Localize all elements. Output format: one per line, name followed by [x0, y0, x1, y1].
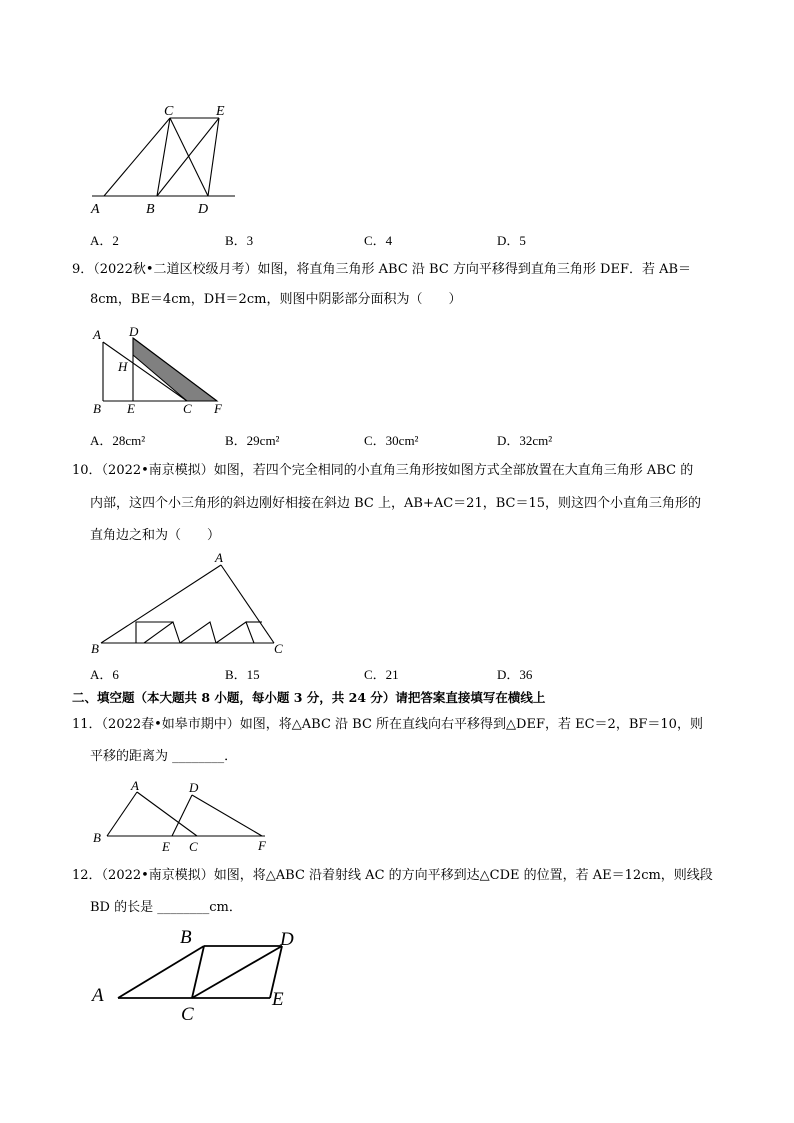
fig12-label-a: A	[92, 985, 104, 1006]
section-2-title: 二、填空题（本大题共 8 小题，每小题 3 分，共 24 分）请把答案直接填写在横线上	[72, 690, 546, 705]
fig11-label-a: A	[131, 778, 139, 793]
fig11-label-c: C	[189, 839, 198, 854]
fig9-label-d: D	[129, 324, 139, 339]
q8-option-b[interactable]: B．3	[225, 233, 254, 248]
q9-option-c[interactable]: C．30cm²	[364, 433, 419, 448]
q11-text-line2: 平移的距离为 ________．	[90, 749, 238, 764]
q10-option-c[interactable]: C．21	[364, 667, 399, 682]
q10-option-a[interactable]: A．6	[90, 667, 119, 682]
q9-text-line2: 8cm，BE＝4cm，DH＝2cm，则图中阴影部分面积为（ ）	[90, 292, 462, 307]
q10-option-b[interactable]: B．15	[225, 667, 260, 682]
fig8-label-a: A	[91, 202, 100, 217]
q9-option-b[interactable]: B．29cm²	[225, 433, 280, 448]
fig9-label-c: C	[183, 401, 192, 416]
fig9-label-b: B	[93, 401, 101, 416]
q10-text-line1: 10．（2022•南京模拟）如图，若四个完全相同的小直角三角形按如图方式全部放置在大直角三角形 ABC 的	[72, 463, 694, 478]
q10-text-line3: 直角边之和为（ ）	[90, 528, 221, 543]
fig11-label-f: F	[258, 838, 266, 853]
fig9-label-e: E	[127, 401, 135, 416]
fig9-label-f: F	[214, 401, 222, 416]
fig12-label-b: B	[180, 927, 192, 948]
q8-option-d[interactable]: D．5	[497, 233, 526, 248]
fig8-label-c: C	[164, 104, 174, 119]
fig10-label-a: A	[215, 550, 223, 565]
q10-option-d[interactable]: D．36	[497, 667, 533, 682]
fig11-label-b: B	[93, 830, 101, 845]
fig8-label-e: E	[216, 104, 225, 119]
fig9-label-a: A	[93, 327, 101, 342]
fig11-label-e: E	[162, 839, 170, 854]
fig8-label-d: D	[198, 202, 209, 217]
q9-option-d[interactable]: D．32cm²	[497, 433, 553, 448]
q8-option-a[interactable]: A．2	[90, 233, 119, 248]
q12-text-line1: 12．（2022•南京模拟）如图，将△ABC 沿着射线 AC 的方向平移到达△CDE 的位置，若 AE＝12cm，则线段	[72, 868, 713, 883]
q8-option-c[interactable]: C．4	[364, 233, 393, 248]
fig8-label-b: B	[146, 202, 155, 217]
fig11-label-d: D	[189, 780, 199, 795]
fig12-label-e: E	[272, 989, 284, 1010]
q9-text-line1: 9．（2022秋•二道区校级月考）如图，将直角三角形 ABC 沿 BC 方向平移得到直角三角形 DEF．若 AB＝	[72, 262, 692, 277]
fig12-label-d: D	[280, 929, 294, 950]
q11-text-line1: 11．（2022春•如皋市期中）如图，将△ABC 沿 BC 所在直线向右平移得到△DEF，若 EC＝2，BF＝10，则	[72, 717, 703, 732]
q12-text-line2: BD 的长是 ________cm．	[90, 900, 242, 915]
q9-option-a[interactable]: A．28cm²	[90, 433, 146, 448]
fig10-label-b: B	[91, 641, 99, 656]
q10-text-line2: 内部，这四个小三角形的斜边刚好相接在斜边 BC 上，AB+AC＝21，BC＝15，则这四个小直角三角形的	[90, 496, 702, 511]
fig10-label-c: C	[274, 641, 283, 656]
fig9-label-h: H	[118, 359, 128, 374]
fig12-label-c: C	[181, 1004, 194, 1025]
